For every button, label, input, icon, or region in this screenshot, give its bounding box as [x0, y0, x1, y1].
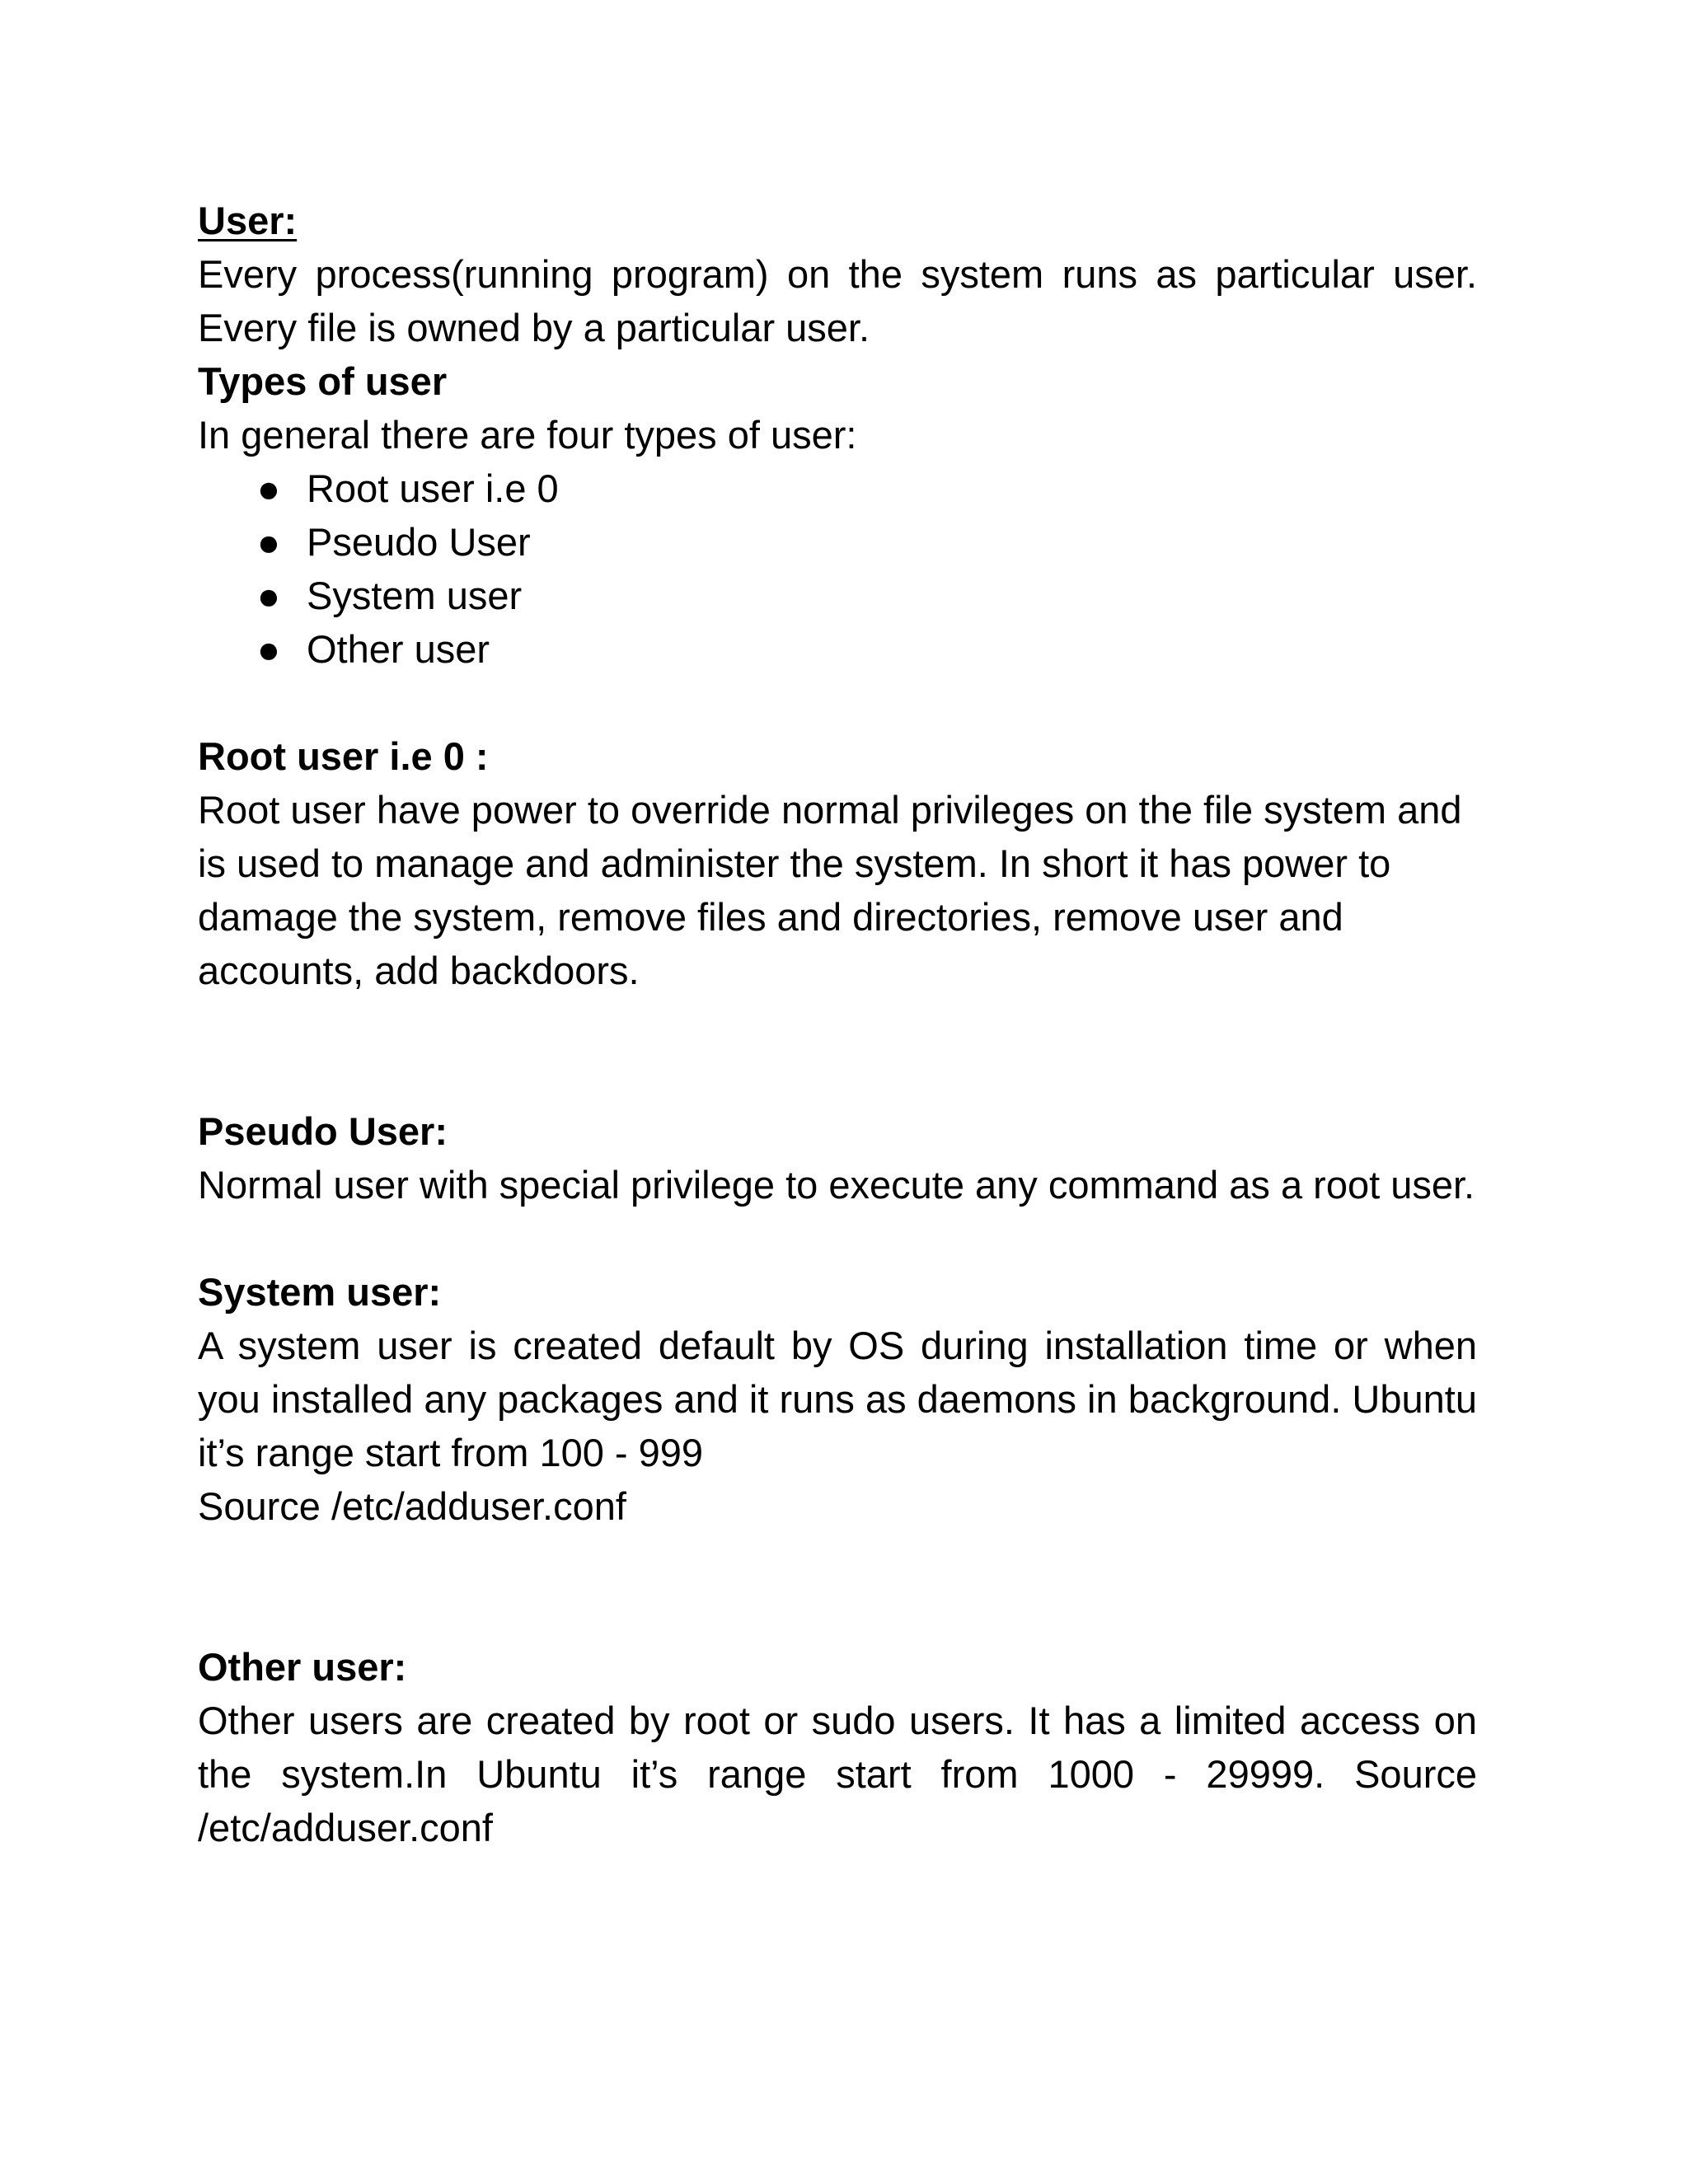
bullet-icon: ●: [256, 574, 281, 617]
spacer: [198, 1212, 1477, 1265]
other-body: Other users are created by root or sudo users. It has a limited access on the system.In Ubuntu it’s range start from 1000 - 29999. Source /etc/adduser.conf: [198, 1699, 1477, 1849]
list-item-label: Root user i.e 0: [307, 466, 559, 510]
types-intro: In general there are four types of user:: [198, 413, 857, 457]
bullet-icon: ●: [256, 520, 281, 564]
spacer: [198, 676, 1477, 729]
root-body: Root user have power to override normal privileges on the file system and is used to manage and administer the system. In short it has power to damage the system, remove files and directories, remove user and accounts, add backdoors.: [198, 788, 1462, 992]
list-item-label: System user: [307, 574, 523, 617]
pseudo-body: Normal user with special privilege to execute any command as a root user.: [198, 1163, 1475, 1207]
list-item: [198, 622, 1477, 676]
user-body: Every process(running program) on the system runs as particular user. Every file is owned by a particular user.: [198, 252, 1477, 349]
system-source: Source /etc/adduser.conf: [198, 1484, 626, 1528]
list-item-label: Other user: [307, 627, 490, 671]
spacer: [198, 997, 1477, 1104]
list-item-label: Pseudo User: [307, 520, 531, 564]
pseudo-heading: Pseudo User:: [198, 1109, 448, 1153]
user-heading: User:: [198, 199, 298, 242]
list-item: [198, 515, 1477, 569]
list-item: [198, 462, 1477, 515]
types-heading: Types of user: [198, 359, 448, 403]
bullet-icon: ●: [256, 466, 281, 510]
system-body: A system user is created default by OS during installation time or when you installed any packages and it runs as daemons in background. Ubuntu it’s range start from 100 - 999: [198, 1324, 1477, 1474]
document-content: [198, 194, 1477, 1854]
list-item: [198, 569, 1477, 622]
types-list: [198, 462, 1477, 676]
other-heading: Other user:: [198, 1645, 407, 1689]
system-heading: System user:: [198, 1270, 442, 1314]
root-heading: Root user i.e 0 :: [198, 734, 489, 778]
bullet-icon: ●: [256, 627, 281, 671]
spacer: [198, 1533, 1477, 1640]
